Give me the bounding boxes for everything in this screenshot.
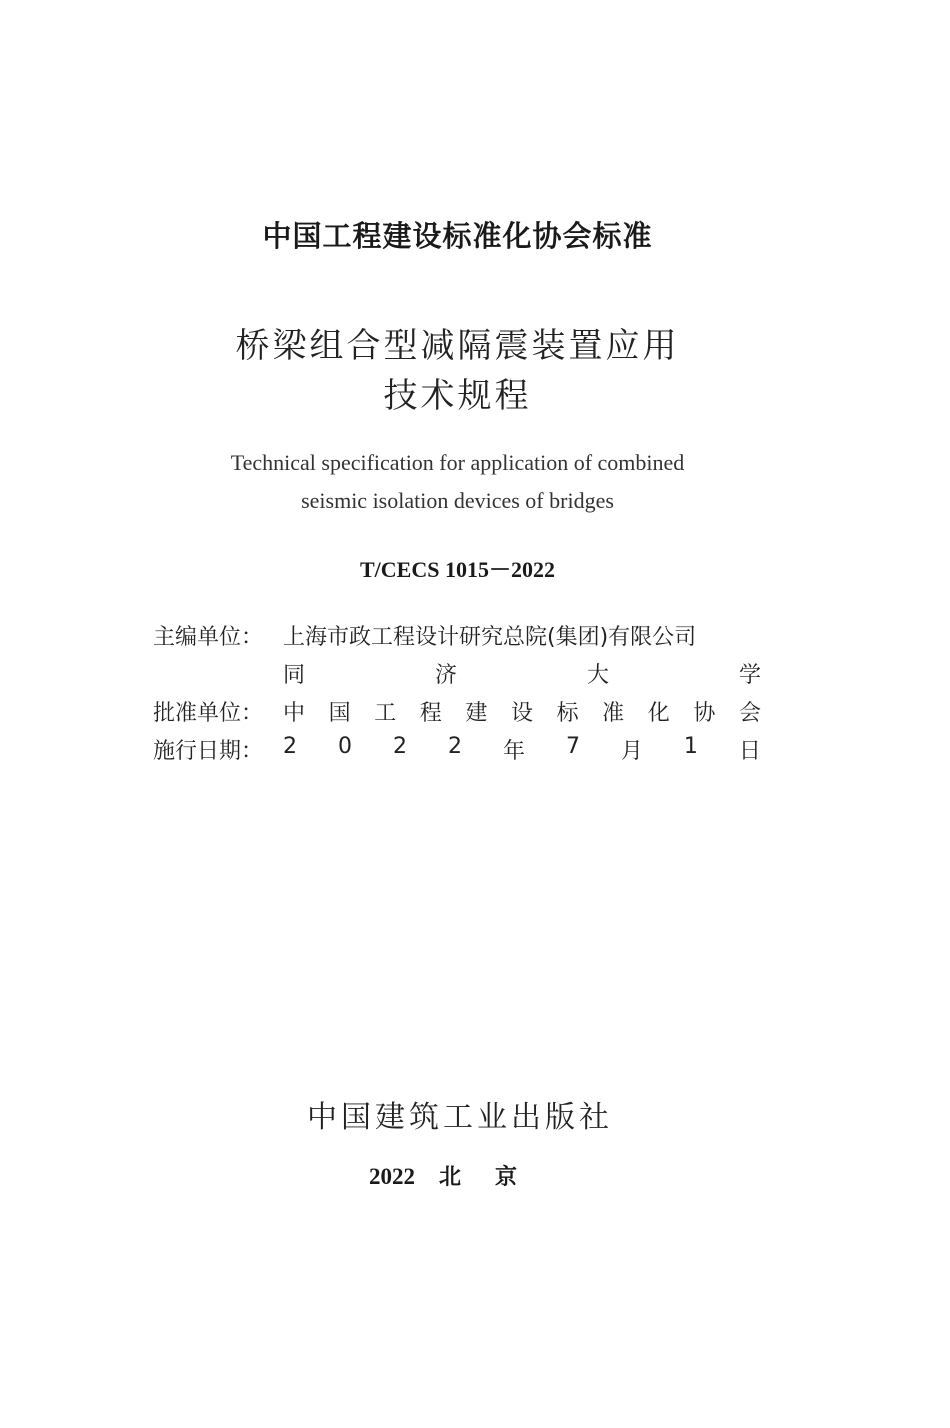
organization-standard-title: 中国工程建设标准化协会标准 [262, 219, 653, 253]
date-char: 0 [337, 734, 352, 759]
date-char: 日 [738, 739, 761, 764]
approver-char: 设 [510, 701, 533, 726]
editor-char: 大 [586, 663, 609, 688]
approver-char: 中 [283, 701, 306, 726]
english-title-line2: seismic isolation devices of bridges [301, 488, 614, 513]
date-char: 2 [392, 734, 407, 759]
date-char: 年 [502, 739, 525, 764]
publisher-name: 中国建筑工业出版社 [307, 1100, 613, 1135]
approver-label: 批准单位： [153, 701, 264, 726]
city-char-1: 北 [439, 1165, 462, 1190]
approver-char: 准 [602, 701, 625, 726]
approver-value [283, 696, 761, 727]
city-char-2: 京 [495, 1165, 518, 1190]
editor-value-1: 上海市政工程设计研究总院(集团)有限公司 [283, 625, 697, 650]
standard-code: T/CECS 1015－2022 [360, 557, 555, 582]
date-char: 2 [447, 734, 462, 759]
date-char: 2 [283, 734, 297, 759]
approver-char: 程 [419, 701, 442, 726]
editor-char: 同 [283, 663, 306, 688]
effective-date-label: 施行日期： [153, 739, 264, 764]
approver-char: 协 [693, 701, 716, 726]
approver-char: 会 [738, 701, 761, 726]
approver-char: 工 [374, 701, 397, 726]
editor-label: 主编单位： [153, 625, 264, 650]
approver-char: 化 [647, 701, 670, 726]
date-char: 1 [683, 734, 698, 759]
approver-char: 国 [328, 701, 351, 726]
document-title-line1: 桥梁组合型减隔震装置应用 [235, 326, 680, 366]
effective-date-value [283, 734, 761, 765]
publication-place [369, 1160, 517, 1191]
english-title-line1: Technical specification for application of combined [230, 450, 685, 475]
editor-char: 济 [434, 663, 457, 688]
editor-char: 学 [738, 663, 761, 688]
editor-value-2 [283, 658, 761, 689]
date-char: 7 [565, 734, 580, 759]
approver-char: 标 [556, 701, 579, 726]
date-char: 月 [620, 739, 643, 764]
approver-char: 建 [465, 701, 488, 726]
publication-year: 2022 [369, 1164, 415, 1189]
document-title-line2: 技术规程 [383, 376, 532, 416]
